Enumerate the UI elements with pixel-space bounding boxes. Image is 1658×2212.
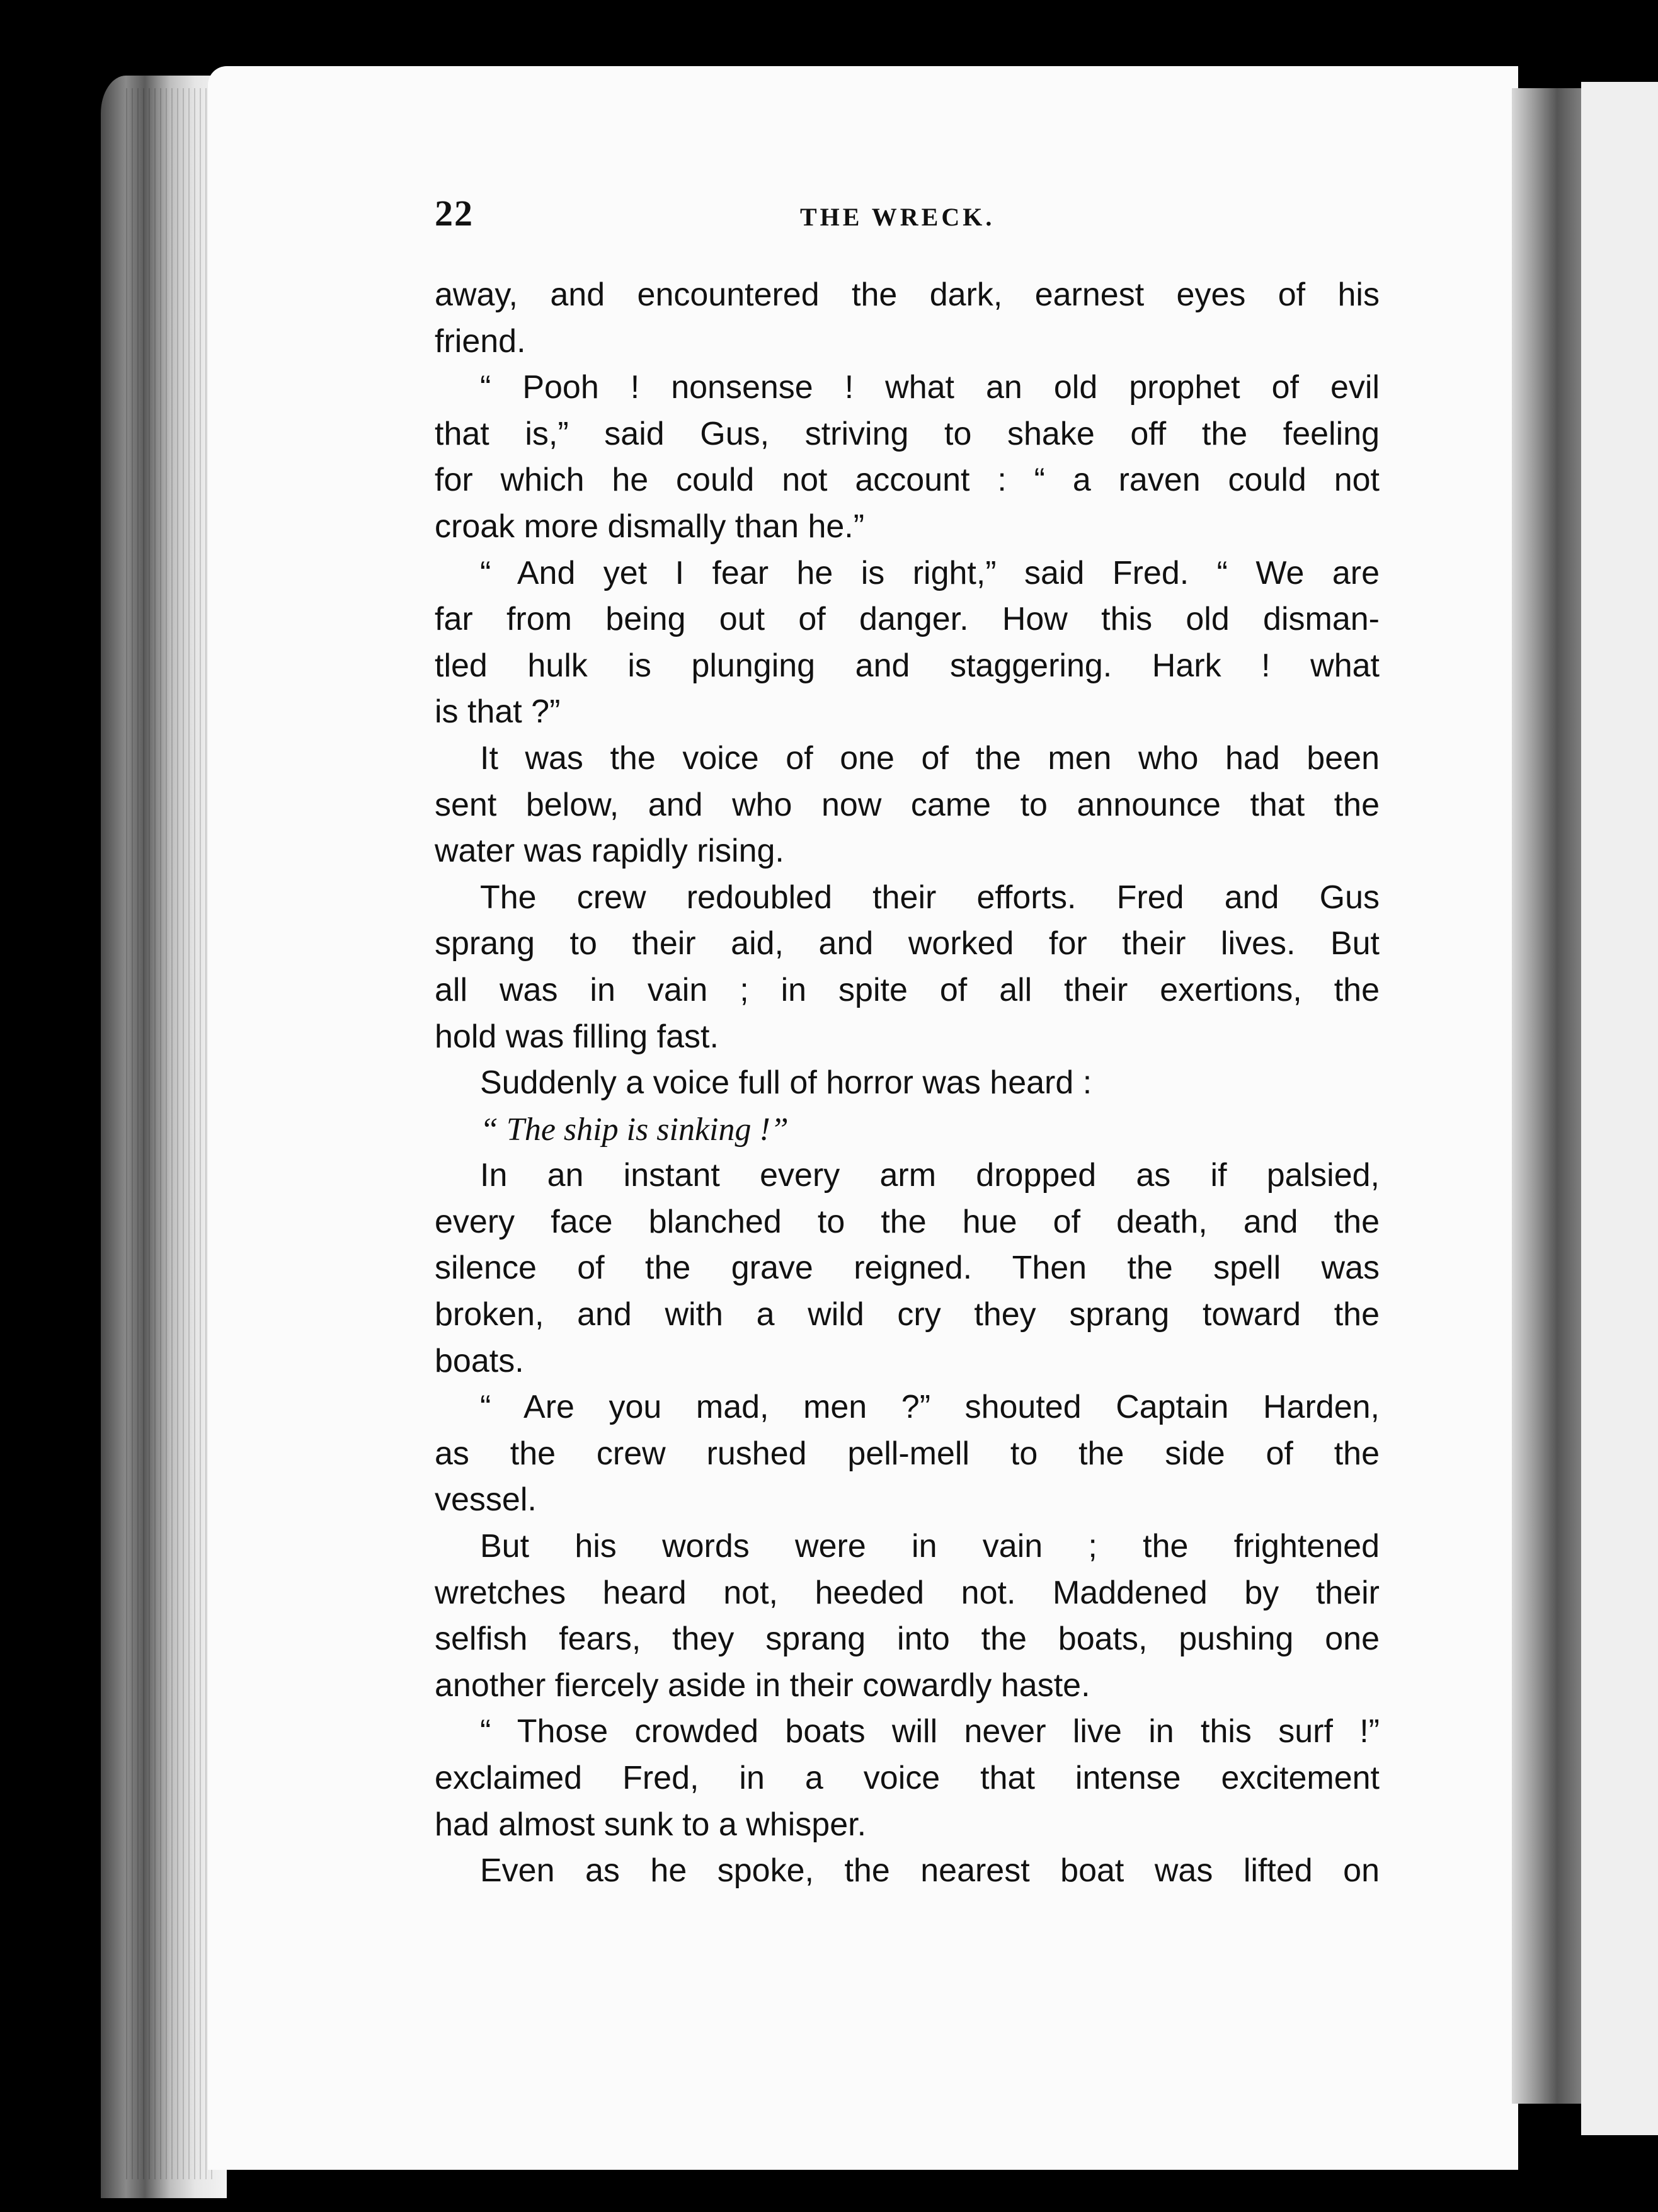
text-line: “ Are you mad, men ?” shouted Captain Harden, bbox=[480, 1389, 1380, 1426]
text-line: wretches heard not, heeded not. Maddened by their bbox=[435, 1574, 1380, 1611]
text-line: “ Those crowded boats will never live in this surf !” bbox=[480, 1713, 1380, 1750]
page-number: 22 bbox=[435, 193, 474, 234]
text-line: “ And yet I fear he is right,” said Fred. “ We are bbox=[480, 554, 1380, 591]
text-line: another fiercely aside in their cowardly haste. bbox=[435, 1667, 1090, 1704]
text-line: that is,” said Gus, striving to shake off the feeling bbox=[435, 415, 1380, 452]
text-line: The crew redoubled their efforts. Fred and Gus bbox=[480, 879, 1380, 916]
text-line: friend. bbox=[435, 322, 526, 360]
text-line: hold was filling fast. bbox=[435, 1018, 719, 1055]
text-line: silence of the grave reigned. Then the spell was bbox=[435, 1250, 1380, 1287]
text-line: It was the voice of one of the men who had been bbox=[480, 739, 1380, 777]
text-line: as the crew rushed pell-mell to the side of the bbox=[435, 1435, 1380, 1472]
text-line: far from being out of danger. How this old disman- bbox=[435, 601, 1380, 638]
text-line: every face blanched to the hue of death, and the bbox=[435, 1203, 1380, 1240]
text-line: vessel. bbox=[435, 1481, 537, 1519]
text-line: sprang to their aid, and worked for their lives. But bbox=[435, 925, 1380, 962]
text-line: all was in vain ; in spite of all their exertions, the bbox=[435, 971, 1380, 1008]
text-line: water was rapidly rising. bbox=[435, 833, 784, 870]
text-line: “ The ship is sinking !” bbox=[480, 1111, 789, 1148]
text-line: Even as he spoke, the nearest boat was lifted on bbox=[480, 1852, 1380, 1890]
text-line: tled hulk is plunging and staggering. Hark ! what bbox=[435, 647, 1380, 684]
text-line: In an instant every arm dropped as if palsied, bbox=[480, 1157, 1380, 1194]
text-line: broken, and with a wild cry they sprang toward the bbox=[435, 1296, 1380, 1333]
facing-page-edge bbox=[1581, 82, 1658, 2135]
text-line: is that ?” bbox=[435, 693, 561, 731]
text-line: “ Pooh ! nonsense ! what an old prophet of evil bbox=[480, 369, 1380, 406]
running-head bbox=[435, 192, 1392, 242]
text-line: exclaimed Fred, in a voice that intense excitement bbox=[435, 1760, 1380, 1796]
gutter-shadow bbox=[1512, 88, 1587, 2104]
text-line: for which he could not account : “ a raven could not bbox=[435, 462, 1380, 499]
text-line: croak more dismally than he.” bbox=[435, 508, 865, 545]
text-line: away, and encountered the dark, earnest eyes of his bbox=[435, 276, 1380, 313]
text-line: sent below, and who now came to announce that the bbox=[435, 786, 1380, 823]
body-text bbox=[435, 272, 1380, 1895]
text-line: selfish fears, they sprang into the boats, pushing one bbox=[435, 1621, 1380, 1658]
chapter-title: THE WRECK. bbox=[800, 203, 995, 231]
text-line: had almost sunk to a whisper. bbox=[435, 1806, 867, 1843]
left-page-edge-lines bbox=[126, 88, 214, 2179]
text-line: boats. bbox=[435, 1342, 524, 1379]
text-line: Suddenly a voice full of horror was heard : bbox=[480, 1064, 1092, 1102]
text-line: But his words were in vain ; the frightened bbox=[480, 1528, 1380, 1565]
